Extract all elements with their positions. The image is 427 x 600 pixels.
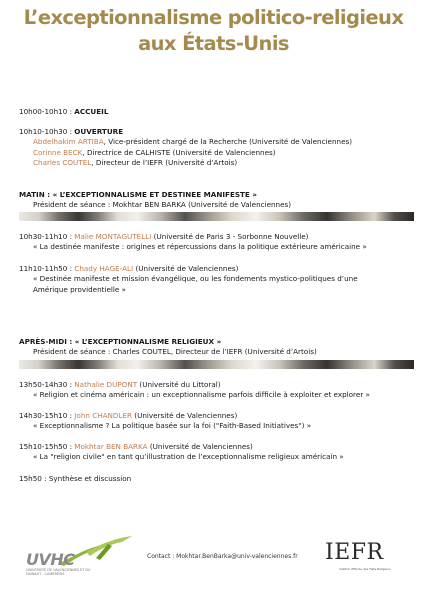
talk-affiliation: (Université de Valenciennes) [133, 264, 239, 273]
talk-title: « La destinée manifeste : origines et répercussions dans la politique extérieure américaine » [33, 242, 367, 252]
ouverture-speaker [19, 158, 414, 168]
talk-entry [19, 232, 414, 253]
talk-affiliation: (Université de Paris 3 - Sorbonne Nouvelle) [151, 232, 309, 241]
talk-affiliation: (Université du Littoral) [137, 380, 221, 389]
talk-time: 10h30-11h10 : [19, 232, 72, 241]
talk-title: « Exceptionnalisme ? La politique basée sur la foi ("Faith-Based Initiatives") » [33, 421, 312, 431]
matin-heading: MATIN : « L’EXCEPTIONNALISME ET DESTINEE MANIFESTE » [19, 190, 257, 199]
iefr-logo [325, 540, 391, 575]
talk-entry [19, 380, 414, 401]
talk-speaker: Nathalie DUPONT [74, 380, 138, 389]
matin-chair: Président de séance : Mokhtar BEN BARKA (Université de Valenciennes) [33, 200, 292, 210]
talk-time: 11h10-11h50 : [19, 264, 72, 273]
talk-title: « Destinée manifeste et mission évangélique, ou les fondements mystico-politiques d’une Amérique providentielle » [33, 274, 358, 294]
apresmidi-section-header [19, 337, 414, 358]
speaker-name: Abdelhakim ARTIBA [33, 137, 104, 147]
speaker-role: , Directrice de CALHISTE (Université de Valenciennes) [82, 147, 276, 157]
accueil-label: ACCUEIL [74, 107, 109, 116]
iefr-wordmark: IEFR [325, 540, 384, 565]
uvhc-wordmark: UVHC [26, 550, 75, 569]
talk-entry [19, 411, 414, 432]
speaker-role: , Vice-président chargé de la Recherche (Université de Valenciennes) [103, 137, 353, 147]
talk-speaker: Mokhtar BEN BARKA [74, 442, 148, 451]
accueil-time: 10h00-10h10 : [19, 107, 72, 116]
accueil-entry [19, 107, 414, 117]
talk-speaker: Malie MONTAGUTELLI [74, 232, 152, 241]
talk-speaker: Chady HAGE-ALI [74, 264, 134, 273]
talk-title: « Religion et cinéma américain : un exceptionnalisme parfois difficile à exploiter et explorer » [33, 390, 370, 400]
talk-time: 15h10-15h50 : [19, 442, 72, 451]
iefr-subtitle: Institut d'Étude des Faits Religieux [339, 567, 391, 571]
talk-affiliation: (Université de Valenciennes) [132, 411, 238, 420]
decorative-band-morning [19, 212, 414, 221]
talk-title: « La "religion civile" en tant qu’illustration de l’exceptionnalisme religieux américain » [33, 452, 344, 462]
decorative-band-afternoon [19, 360, 414, 369]
ouverture-entry [19, 127, 414, 168]
uvhc-subtitle: UNIVERSITÉ DE VALENCIENNES ET DU HAINAUT - CAMBRÉSIS [26, 568, 91, 576]
ouverture-label: OUVERTURE [74, 127, 124, 136]
title-line-2: aux États-Unis [138, 32, 289, 55]
talk-affiliation: (Université de Valenciennes) [147, 442, 253, 451]
speaker-name: Charles COUTEL [33, 157, 92, 167]
uvhc-logo [26, 530, 136, 580]
apresmidi-heading: APRÈS-MIDI : « L’EXCEPTIONNALISME RELIGIEUX » [19, 337, 222, 346]
speaker-name: Corinne BECK [33, 147, 83, 157]
title-line-1: L’exceptionnalisme politico-religieux [23, 6, 404, 29]
ouverture-time: 10h10-10h30 : [19, 127, 72, 136]
talk-speaker: John CHANDLER [74, 411, 133, 420]
talk-entry [19, 442, 414, 463]
apresmidi-chair: Président de séance : Charles COUTEL, Directeur de l’IEFR (Université d’Artois) [33, 347, 317, 357]
speaker-role: , Directeur de l’IEFR (Université d’Artois) [91, 157, 238, 167]
contact-info: Contact : Mokhtar.BenBarka@univ-valenciennes.fr [147, 553, 298, 560]
ouverture-speaker [19, 137, 414, 147]
talk-time: 13h50-14h30 : [19, 380, 72, 389]
ouverture-speaker [19, 148, 414, 158]
talk-time: 14h30-15h10 : [19, 411, 72, 420]
talk-entry [19, 264, 414, 295]
matin-section-header [19, 190, 414, 211]
closing-entry: 15h50 : Synthèse et discussion [19, 474, 132, 483]
